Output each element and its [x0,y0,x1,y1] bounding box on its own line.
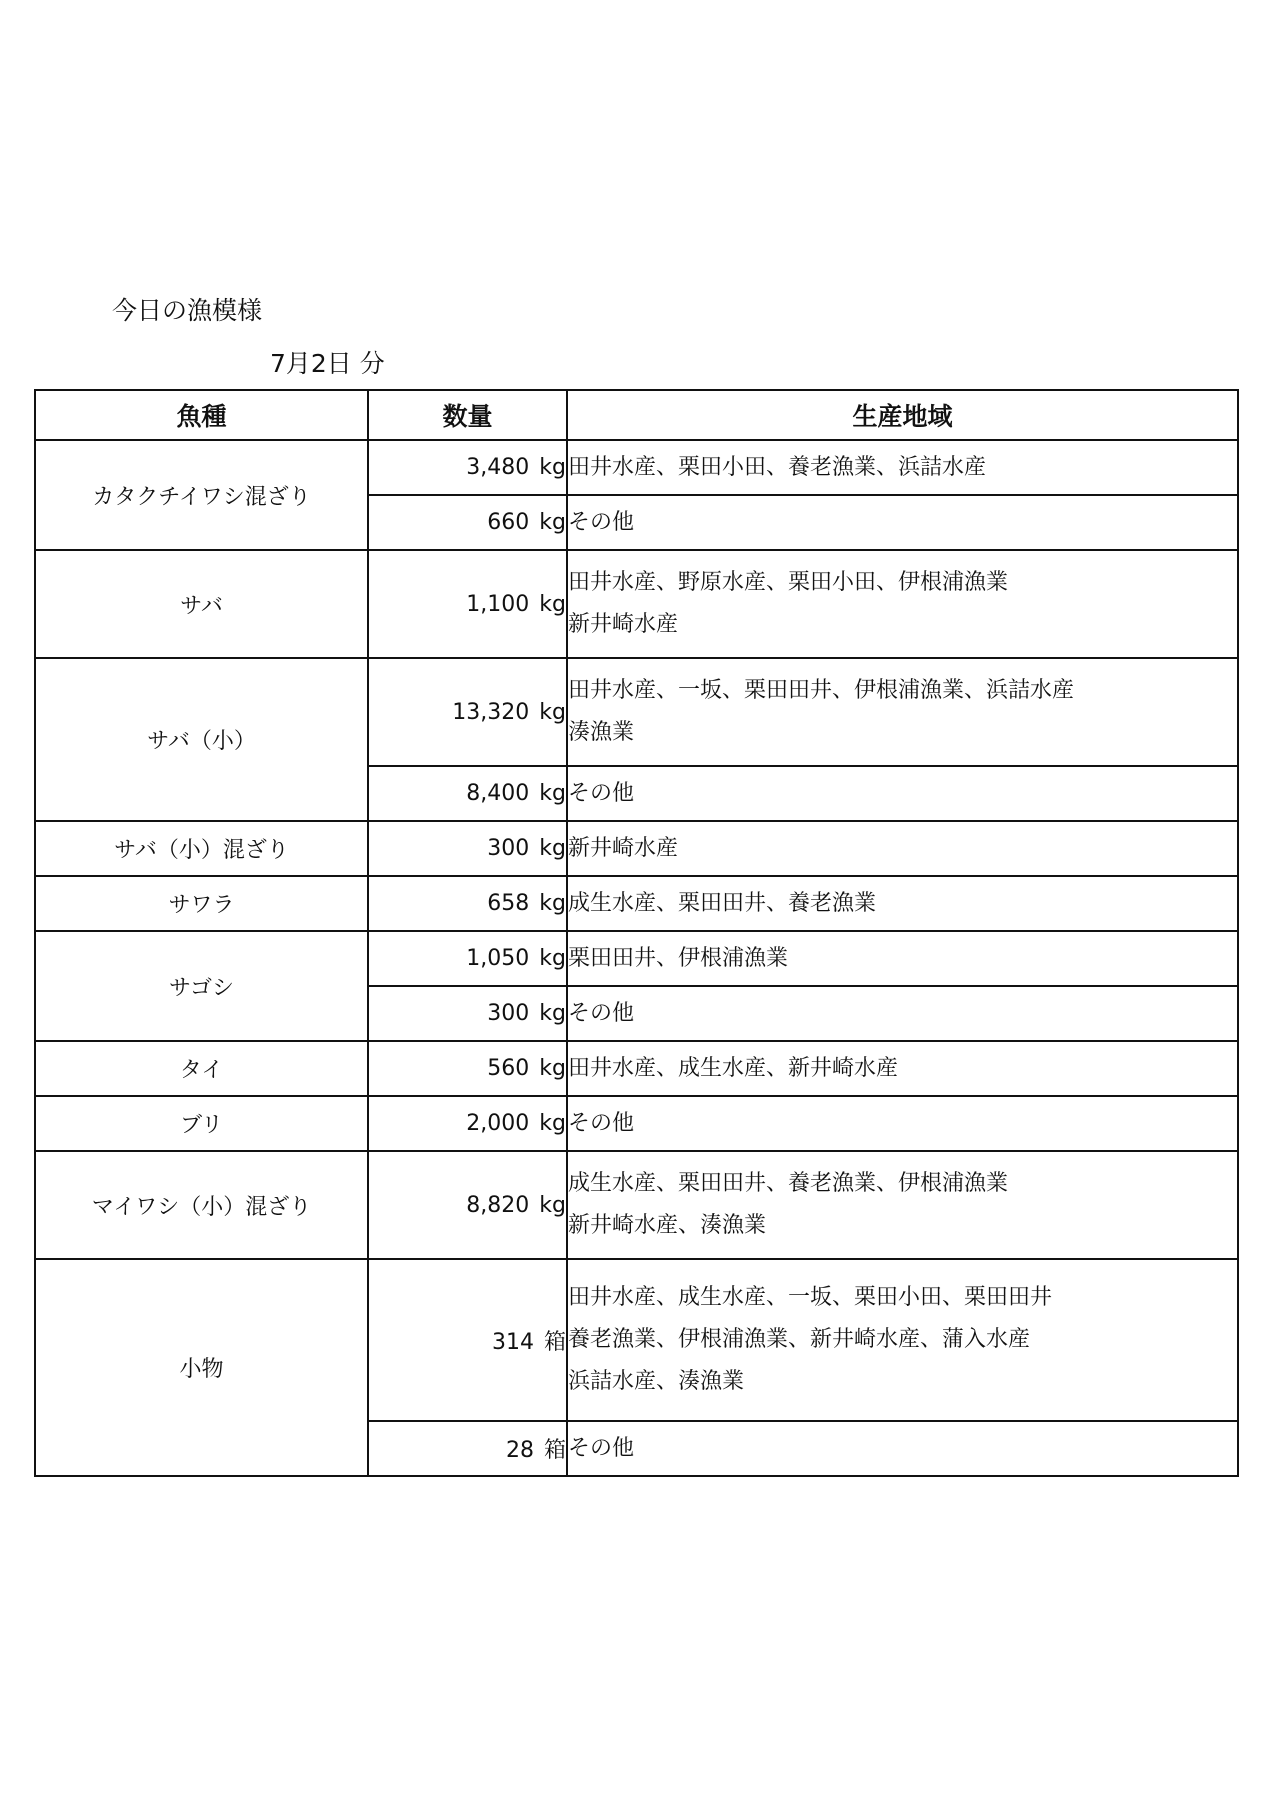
quantity-cell [368,440,567,495]
production-area-line: 養老漁業、伊根浦漁業、新井崎水産、蒲入水産 [568,1327,1031,1352]
production-area-line: 湊漁業 [568,720,635,745]
catch-table [34,389,1239,1477]
table-row [35,658,1238,766]
table-row [35,1259,1238,1421]
quantity-cell [368,550,567,658]
header-row [35,390,1238,440]
production-area-line: 新井崎水産 [568,835,679,861]
quantity-value: 314 [491,1329,534,1355]
quantity-unit: kg [539,891,566,916]
production-area-line: 成生水産、栗田田井、養老漁業、伊根浦漁業 [568,1171,1009,1196]
production-area-cell [567,440,1238,495]
quantity-unit: kg [539,1056,566,1081]
quantity-cell [368,986,567,1041]
fish-name-cell: タイ [35,1041,368,1096]
production-area-line: 田井水産、一坂、栗田田井、伊根浦漁業、浜詰水産 [568,678,1075,703]
fish-name-cell: ブリ [35,1096,368,1151]
header-fish: 魚種 [35,390,368,440]
production-area-line: 田井水産、成生水産、一坂、栗田小田、栗田田井 [568,1285,1053,1310]
production-area-cell [567,1041,1238,1096]
production-area-cell [567,1421,1238,1476]
table-row [35,931,1238,986]
quantity-unit: 箱 [543,1329,566,1355]
fish-name-cell: カタクチイワシ混ざり [35,440,368,550]
production-area-line: 新井崎水産、湊漁業 [568,1213,767,1238]
quantity-unit: kg [539,781,566,806]
quantity-value: 560 [487,1056,530,1081]
quantity-cell [368,658,567,766]
production-area-cell [567,550,1238,658]
fish-name-cell: サゴシ [35,931,368,1041]
quantity-value: 28 [505,1438,534,1463]
production-area-line: その他 [568,509,635,535]
production-area-line: 新井崎水産 [568,612,679,637]
report-date: 7月2日 分 [270,349,385,378]
production-area-line: 栗田田井、伊根浦漁業 [568,945,789,971]
quantity-value: 300 [487,836,530,861]
production-area-line: 田井水産、栗田小田、養老漁業、浜詰水産 [568,454,987,480]
fish-name-cell: 小物 [35,1259,368,1476]
production-area-line: その他 [568,1110,635,1136]
production-area-line: 田井水産、野原水産、栗田小田、伊根浦漁業 [568,570,1009,595]
quantity-value: 300 [487,1001,530,1026]
quantity-value: 2,000 [466,1111,530,1136]
header-area: 生産地域 [567,390,1238,440]
production-area-cell [567,658,1238,766]
fish-name-cell: サバ [35,550,368,658]
quantity-cell [368,821,567,876]
production-area-cell [567,876,1238,931]
table-row [35,1041,1238,1096]
quantity-unit: kg [539,946,566,971]
table-row [35,1151,1238,1259]
quantity-unit: kg [539,1111,566,1136]
quantity-cell [368,766,567,821]
table-row [35,550,1238,658]
quantity-cell [368,1151,567,1259]
production-area-line: 浜詰水産、湊漁業 [568,1369,745,1394]
production-area-cell [567,766,1238,821]
quantity-value: 13,320 [452,699,530,725]
quantity-value: 660 [487,510,530,535]
quantity-value: 1,050 [466,946,530,971]
quantity-value: 3,480 [466,455,530,480]
production-area-line: 成生水産、栗田田井、養老漁業 [568,890,877,916]
quantity-unit: kg [539,699,566,725]
quantity-value: 8,820 [466,1192,530,1218]
quantity-unit: 箱 [543,1438,566,1463]
quantity-cell [368,1259,567,1421]
production-area-cell [567,821,1238,876]
production-area-line: その他 [568,780,635,806]
production-area-cell [567,495,1238,550]
quantity-value: 1,100 [466,591,530,617]
quantity-cell [368,931,567,986]
production-area-line: 田井水産、成生水産、新井崎水産 [568,1055,899,1081]
fish-name-cell: サバ（小） [35,658,368,821]
production-area-cell [567,1151,1238,1259]
table-row [35,440,1238,495]
production-area-cell [567,986,1238,1041]
quantity-unit: kg [539,1001,566,1026]
table-row [35,876,1238,931]
quantity-cell [368,495,567,550]
fish-name-cell: マイワシ（小）混ざり [35,1151,368,1259]
table-row [35,821,1238,876]
quantity-unit: kg [539,510,566,535]
quantity-cell [368,876,567,931]
page-title: 今日の漁模様 [112,296,263,325]
production-area-cell [567,1096,1238,1151]
quantity-cell [368,1096,567,1151]
fish-name-cell: サバ（小）混ざり [35,821,368,876]
table-row [35,1096,1238,1151]
quantity-unit: kg [539,836,566,861]
production-area-cell [567,1259,1238,1421]
quantity-cell [368,1041,567,1096]
quantity-unit: kg [539,455,566,480]
header-quantity: 数量 [368,390,567,440]
fish-name-cell: サワラ [35,876,368,931]
quantity-unit: kg [539,1192,566,1218]
catch-table-body [35,440,1238,1476]
quantity-unit: kg [539,591,566,617]
production-area-line: その他 [568,1000,635,1026]
quantity-cell [368,1421,567,1476]
quantity-value: 658 [487,891,530,916]
production-area-line: その他 [568,1435,635,1461]
quantity-value: 8,400 [466,781,530,806]
production-area-cell [567,931,1238,986]
